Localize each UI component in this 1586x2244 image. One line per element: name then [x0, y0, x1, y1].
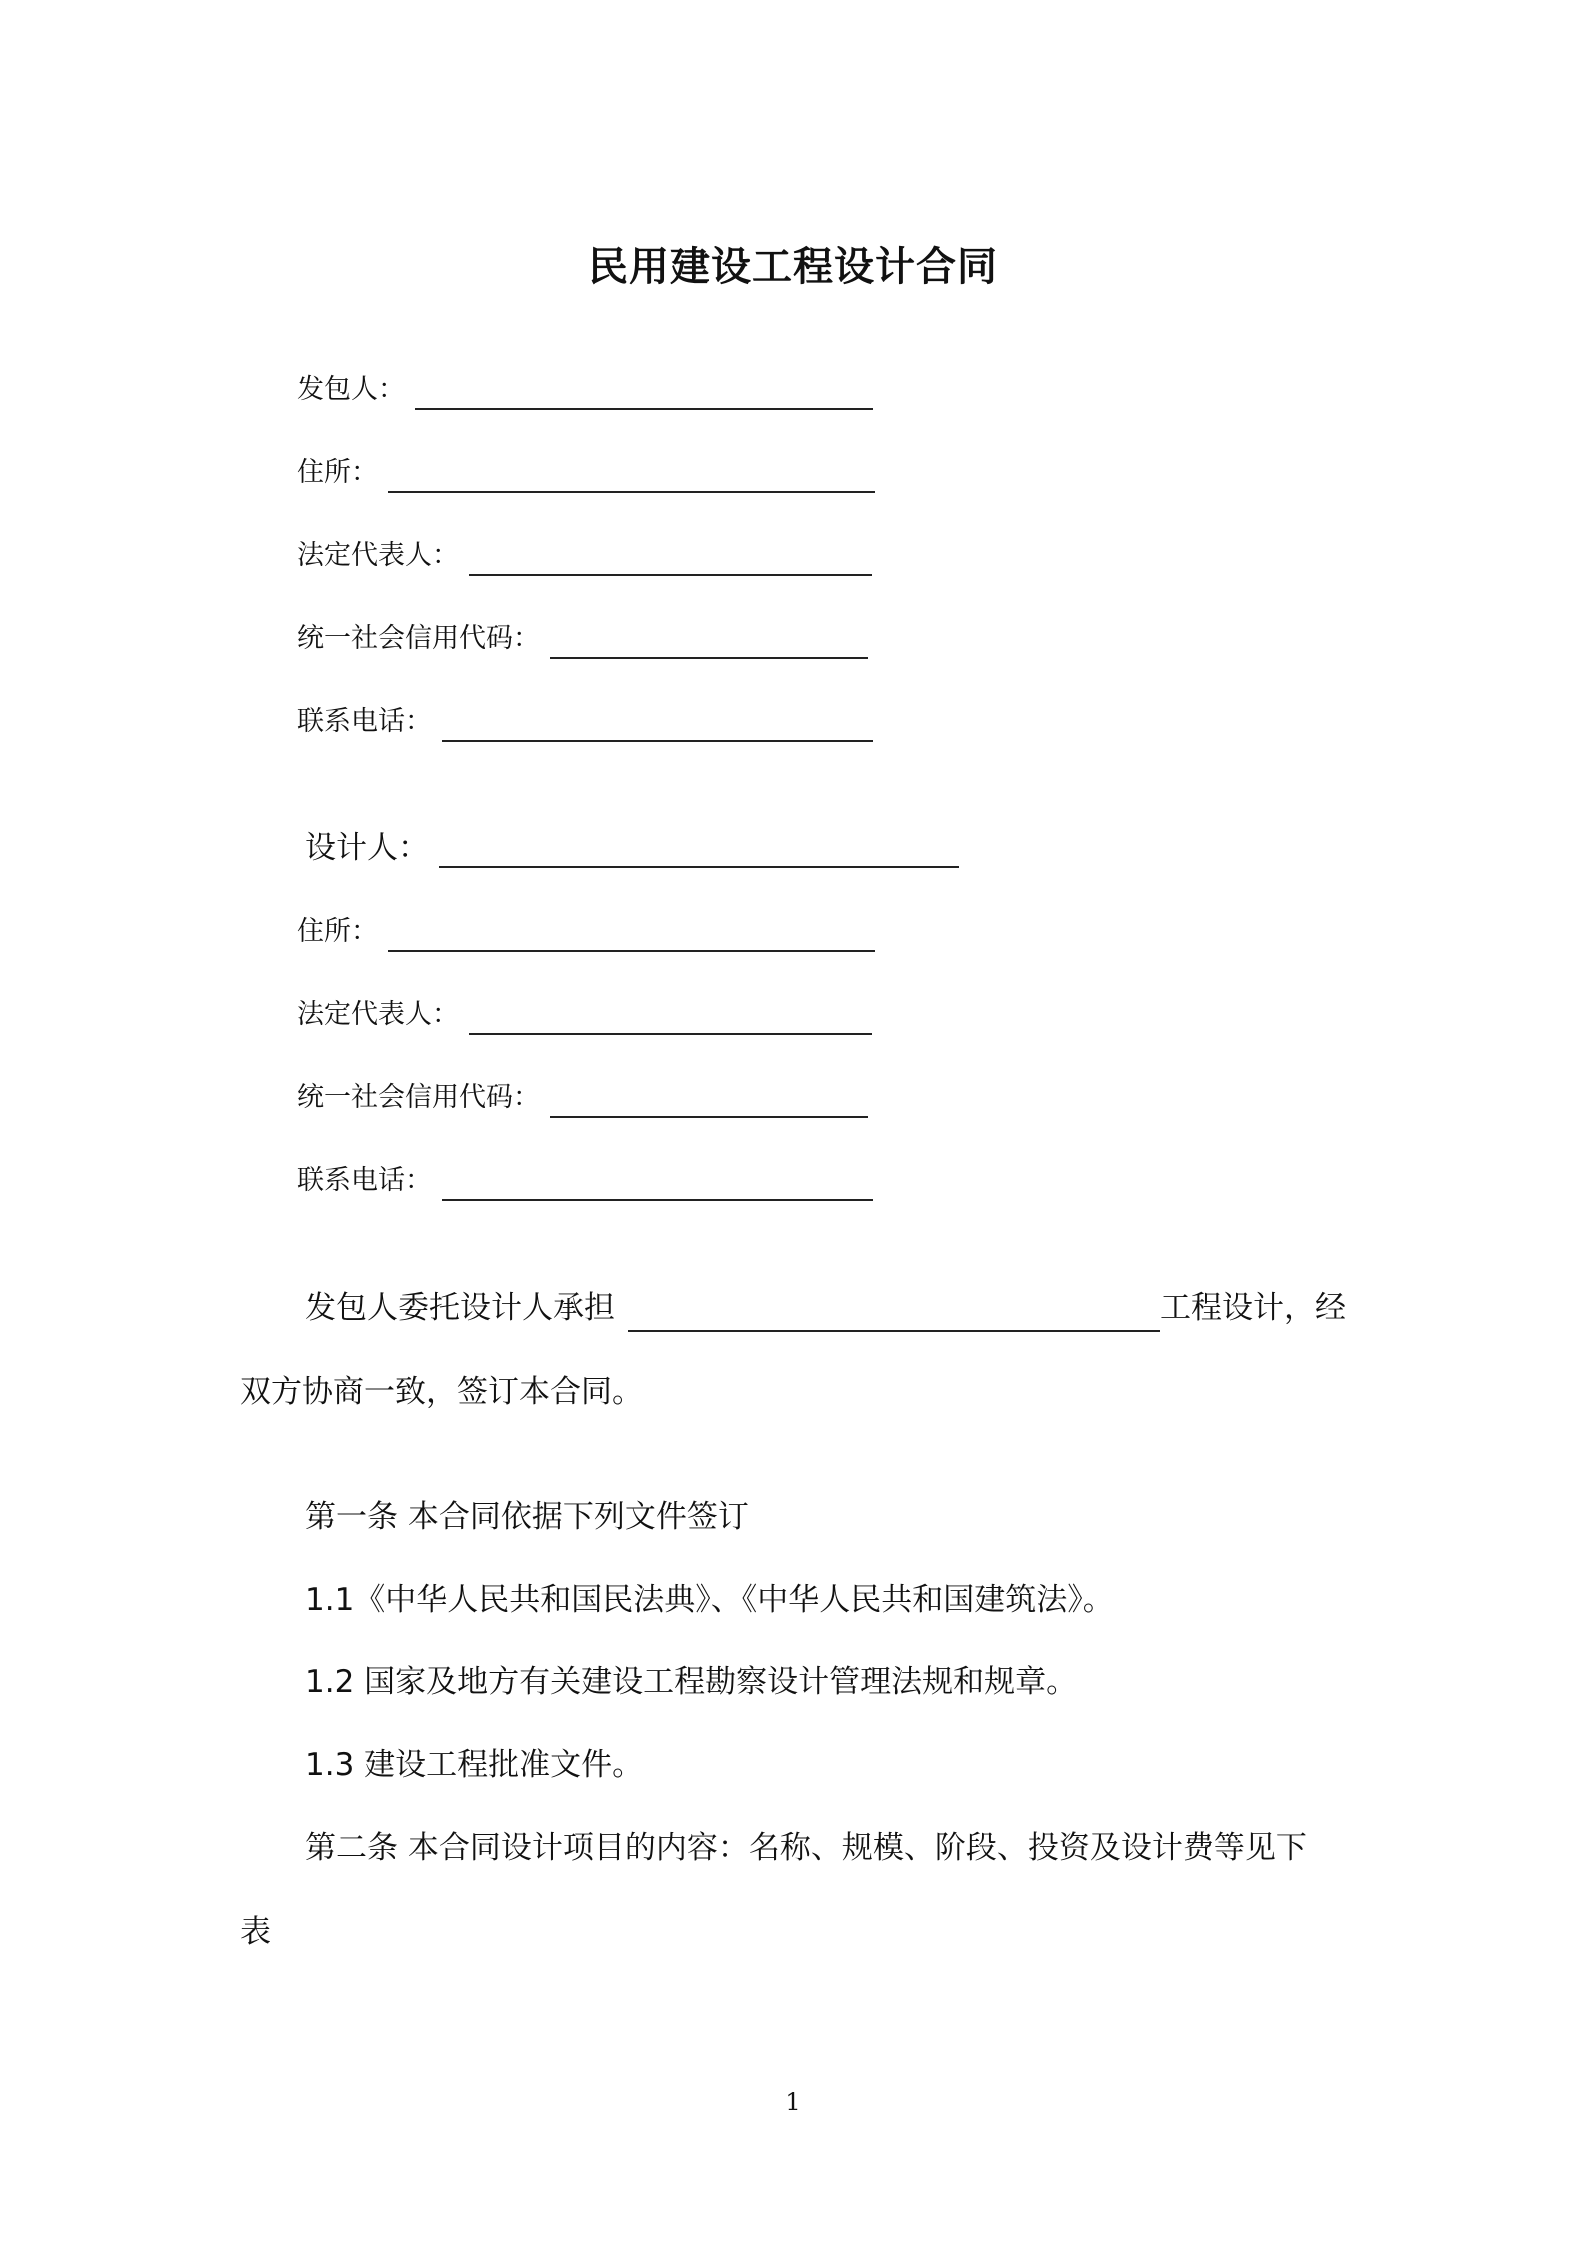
employer-address-field	[297, 453, 875, 493]
intro-second-line: 双方协商一致，签订本合同。	[240, 1374, 643, 1410]
employer-name-label: 发包人：	[297, 374, 405, 405]
designer-credit-code-field	[297, 1078, 868, 1118]
designer-name-blank[interactable]	[439, 836, 959, 868]
designer-address-field	[297, 912, 875, 952]
employer-legal-rep-blank[interactable]	[469, 544, 872, 576]
article1-item: 1.1《中华人民共和国民法典》、《中华人民共和国建筑法》。	[305, 1582, 1114, 1618]
designer-address-blank[interactable]	[388, 920, 875, 952]
designer-name-label: 设计人：	[305, 830, 429, 866]
employer-address-blank[interactable]	[388, 461, 875, 493]
designer-legal-rep-label: 法定代表人：	[297, 999, 459, 1030]
designer-address-label: 住所：	[297, 916, 378, 947]
document-title: 民用建设工程设计合同	[588, 244, 998, 290]
article2-line2: 表	[240, 1914, 271, 1950]
page-number: 1	[785, 2088, 801, 2116]
designer-legal-rep-blank[interactable]	[469, 1003, 872, 1035]
designer-phone-field	[297, 1161, 873, 1201]
project-name-blank[interactable]	[628, 1330, 1160, 1332]
article1-item: 1.2 国家及地方有关建设工程勘察设计管理法规和规章。	[305, 1664, 1078, 1700]
employer-name-field	[297, 370, 873, 410]
designer-phone-blank[interactable]	[442, 1169, 873, 1201]
employer-phone-label: 联系电话：	[297, 706, 432, 737]
designer-phone-label: 联系电话：	[297, 1165, 432, 1196]
article1-item: 1.3 建设工程批准文件。	[305, 1747, 644, 1783]
employer-legal-rep-field	[297, 536, 872, 576]
employer-name-blank[interactable]	[415, 378, 873, 410]
employer-address-label: 住所：	[297, 457, 378, 488]
employer-phone-field	[297, 702, 873, 742]
intro-text-after: 工程设计，经	[1160, 1290, 1346, 1326]
article2-line1: 第二条 本合同设计项目的内容：名称、规模、阶段、投资及设计费等见下	[305, 1830, 1307, 1866]
employer-credit-code-blank[interactable]	[550, 627, 868, 659]
employer-legal-rep-label: 法定代表人：	[297, 540, 459, 571]
article1-heading: 第一条 本合同依据下列文件签订	[305, 1499, 749, 1535]
designer-credit-code-blank[interactable]	[550, 1086, 868, 1118]
employer-credit-code-label: 统一社会信用代码：	[297, 623, 540, 654]
designer-name-field	[305, 828, 959, 868]
intro-text-before: 发包人委托设计人承担	[305, 1290, 615, 1326]
employer-credit-code-field	[297, 619, 868, 659]
designer-credit-code-label: 统一社会信用代码：	[297, 1082, 540, 1113]
designer-legal-rep-field	[297, 995, 872, 1035]
employer-phone-blank[interactable]	[442, 710, 873, 742]
